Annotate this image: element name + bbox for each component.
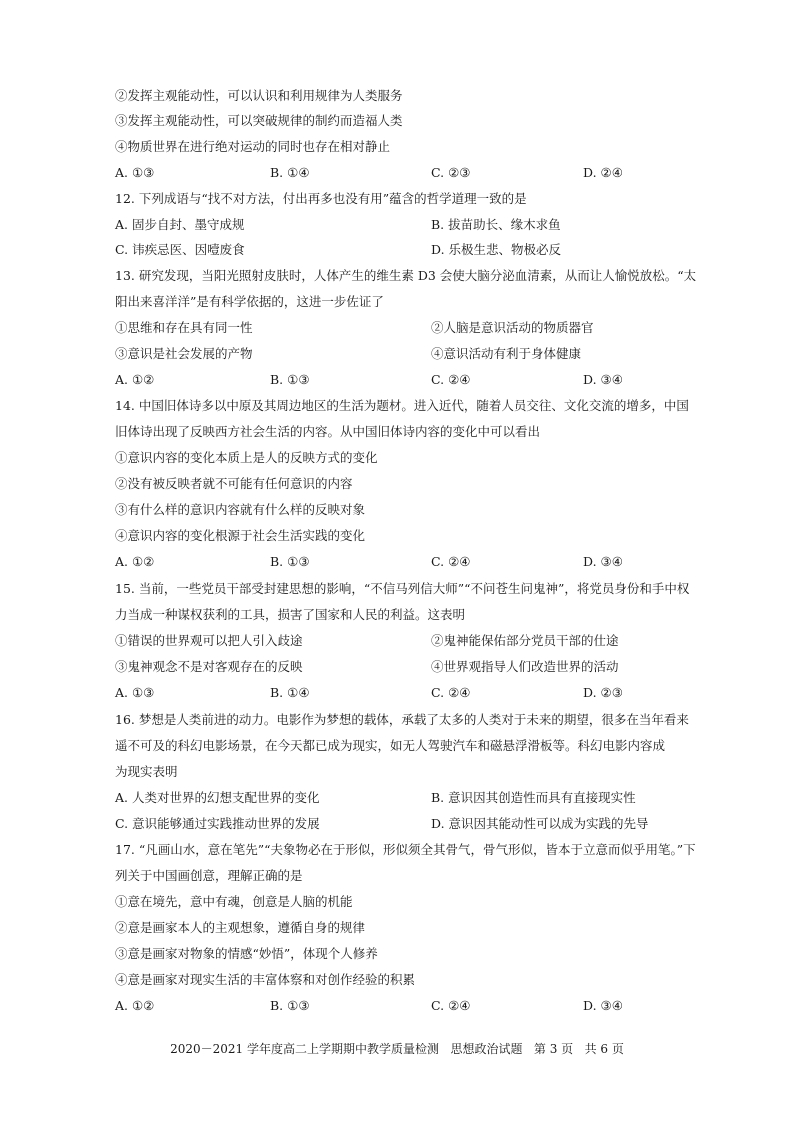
q17-stem-line-1: 17. “凡画山水，意在笔先”“夫象物必在于形似，形似须全其骨气，骨气形似，皆本于立意而似乎用笔。”下: [115, 842, 696, 857]
q13-statement-1: ①思维和存在具有同一性: [115, 320, 253, 335]
q15-statement-4: ④世界观指导人们改造世界的活动: [431, 659, 619, 674]
q16-option-b: B. 意识因其创造性而具有直接现实性: [431, 790, 636, 805]
q15-option-a: A. ①③: [115, 685, 155, 700]
q15-option-b: B. ①④: [270, 685, 310, 700]
q12-option-b: B. 拔苗助长、缘木求鱼: [431, 217, 561, 232]
q16-stem-line-1: 16. 梦想是人类前进的动力。电影作为梦想的载体，承载了太多的人类对于未来的期望，很多在当年看来: [115, 712, 689, 727]
q13-statement-3: ③意识是社会发展的产物: [115, 346, 253, 361]
q11-statement-4: ④物质世界在进行绝对运动的同时也存在相对静止: [115, 139, 391, 154]
q14-statement-2: ②没有被反映者就不可能有任何意识的内容: [115, 476, 353, 491]
q17-statement-3: ③意是画家对物象的情感“妙悟”，体现个人修养: [115, 946, 378, 961]
q15-option-d: D. ②③: [583, 685, 623, 700]
q17-statement-1: ①意在境先，意中有魂，创意是人脑的机能: [115, 894, 353, 909]
q11-option-a: A. ①③: [115, 165, 155, 180]
q11-statement-2: ②发挥主观能动性，可以认识和利用规律为人类服务: [115, 88, 403, 103]
q11-option-c: C. ②③: [431, 165, 471, 180]
q16-stem-line-2: 遥不可及的科幻电影场景，在今天都已成为现实，如无人驾驶汽车和磁悬浮滑板等。科幻电影内容成: [115, 738, 666, 753]
q14-option-b: B. ①③: [270, 554, 310, 569]
q13-statement-2: ②人脑是意识活动的物质器官: [431, 320, 594, 335]
q14-statement-1: ①意识内容的变化本质上是人的反映方式的变化: [115, 450, 378, 465]
q17-option-d: D. ③④: [583, 998, 623, 1013]
q14-stem-line-2: 旧体诗出现了反映西方社会生活的内容。从中国旧体诗内容的变化中可以看出: [115, 424, 541, 439]
q13-option-a: A. ①②: [115, 372, 155, 387]
q17-statement-4: ④意是画家对现实生活的丰富体察和对创作经验的积累: [115, 972, 416, 987]
q12-stem: 12. 下列成语与“找不对方法，付出再多也没有用”蕴含的哲学道理一致的是: [115, 191, 527, 206]
q15-statement-3: ③鬼神观念不是对客观存在的反映: [115, 659, 303, 674]
q11-statement-3: ③发挥主观能动性，可以突破规律的制约而造福人类: [115, 113, 403, 128]
q12-option-d: D. 乐极生悲、物极必反: [431, 242, 562, 257]
q11-option-d: D. ②④: [583, 165, 623, 180]
q16-option-a: A. 人类对世界的幻想支配世界的变化: [115, 790, 320, 805]
q15-statement-2: ②鬼神能保佑部分党员干部的仕途: [431, 633, 619, 648]
q17-option-c: C. ②④: [431, 998, 471, 1013]
q14-statement-4: ④意识内容的变化根源于社会生活实践的变化: [115, 528, 366, 543]
q15-stem-line-2: 力当成一种谋权获利的工具，损害了国家和人民的利益。这表明: [115, 607, 466, 622]
q15-statement-1: ①错误的世界观可以把人引入歧途: [115, 633, 303, 648]
q14-option-c: C. ②④: [431, 554, 471, 569]
q13-option-d: D. ③④: [583, 372, 623, 387]
q16-option-d: D. 意识因其能动性可以成为实践的先导: [431, 816, 649, 831]
q16-option-c: C. 意识能够通过实践推动世界的发展: [115, 816, 320, 831]
q11-option-b: B. ①④: [270, 165, 310, 180]
q15-option-c: C. ②④: [431, 685, 471, 700]
q13-option-c: C. ②④: [431, 372, 471, 387]
q13-stem-line-2: 阳出来喜洋洋”是有科学依据的，这进一步佐证了: [115, 294, 384, 309]
q12-option-c: C. 讳疾忌医、因噎废食: [115, 242, 245, 257]
q17-stem-line-2: 列关于中国画创意，理解正确的是: [115, 868, 303, 883]
q13-stem-line-1: 13. 研究发现，当阳光照射皮肤时，人体产生的维生素 D3 会使大脑分泌血清素，从而让人愉悦放松。“太: [115, 268, 697, 283]
q13-option-b: B. ①③: [270, 372, 310, 387]
page-footer: 2020－2021 学年度高二上学期期中教学质量检测 思想政治试题 第 3 页 共 6 页: [170, 1042, 624, 1056]
q14-option-a: A. ①②: [115, 554, 155, 569]
q14-option-d: D. ③④: [583, 554, 623, 569]
q15-stem-line-1: 15. 当前，一些党员干部受封建思想的影响，“不信马列信大师”“不问苍生问鬼神”，将党员身份和手中权: [115, 581, 690, 596]
q17-option-a: A. ①②: [115, 998, 155, 1013]
q16-stem-line-3: 为现实表明: [115, 764, 178, 779]
q12-option-a: A. 固步自封、墨守成规: [115, 217, 245, 232]
q13-statement-4: ④意识活动有利于身体健康: [431, 346, 582, 361]
q17-option-b: B. ①③: [270, 998, 310, 1013]
q17-statement-2: ②意是画家本人的主观想象，遵循自身的规律: [115, 920, 366, 935]
q14-statement-3: ③有什么样的意识内容就有什么样的反映对象: [115, 502, 366, 517]
q14-stem-line-1: 14. 中国旧体诗多以中原及其周边地区的生活为题材。进入近代，随着人员交往、文化交流的增多，中国: [115, 398, 689, 413]
